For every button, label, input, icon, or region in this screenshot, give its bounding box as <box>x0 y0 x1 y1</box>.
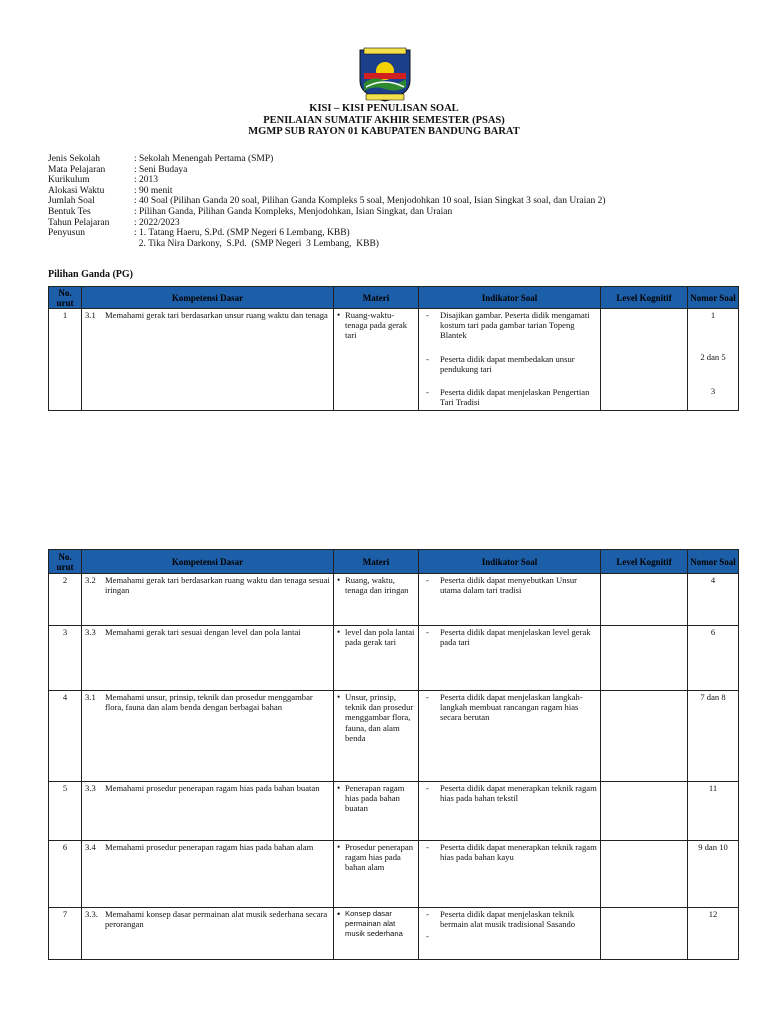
col-no: No. urut <box>49 287 82 309</box>
cell-indikator: - Disajikan gambar. Peserta didik mengamati kostum tari pada gambar tarian Topeng Blantek - Peserta didik dapat membedakan unsur pendukung tari - Peserta didik dapat menjelaskan Pengertian Tari Tradisi <box>419 309 601 411</box>
cell-level <box>601 782 688 841</box>
info-row: Mata Pelajaran : Seni Budaya <box>48 164 188 175</box>
cell-materi: • Penerapan ragam hias pada bahan buatan <box>334 782 419 841</box>
table-row <box>49 309 739 411</box>
doc-title-line2: PENILAIAN SUMATIF AKHIR SEMESTER (PSAS) <box>263 115 505 126</box>
cell-no: 6 <box>49 841 82 908</box>
cell-nomor: 1 2 dan 5 3 <box>688 309 739 411</box>
cell-materi: • Ruang, waktu, tenaga dan iringan <box>334 574 419 626</box>
info-row: Bentuk Tes : Pilihan Ganda, Pilihan Ganda Kompleks, Menjodohkan, Isian Singkat, dan Uraian <box>48 206 453 217</box>
info-row: Penyusun : 1. Tatang Haeru, S.Pd. (SMP Negeri 6 Lembang, KBB) <box>48 228 350 239</box>
cell-nomor: 12 <box>688 908 739 960</box>
col-no: No. urut <box>49 550 82 574</box>
col-indikator: Indikator Soal <box>419 287 601 309</box>
table-row <box>49 908 739 960</box>
table-header-row <box>49 550 739 574</box>
table-row <box>49 574 739 626</box>
table-row <box>49 626 739 691</box>
cell-level <box>601 841 688 908</box>
doc-title-line1: KISI – KISI PENULISAN SOAL <box>309 103 459 114</box>
doc-title-line3: MGMP SUB RAYON 01 KABUPATEN BANDUNG BARAT <box>248 126 520 137</box>
kisi-table-1 <box>48 286 739 411</box>
cell-kd: 3.1 Memahami gerak tari berdasarkan unsur ruang waktu dan tenaga <box>82 309 334 411</box>
cell-materi: • Unsur, prinsip, teknik dan prosedur menggambar flora, fauna, dan alam benda <box>334 691 419 782</box>
table-row <box>49 841 739 908</box>
col-kd: Kompetensi Dasar <box>82 287 334 309</box>
cell-level <box>601 626 688 691</box>
col-materi: Materi <box>334 550 419 574</box>
cell-kd: 3.3. Memahami konsep dasar permainan alat musik sederhana secara perorangan <box>82 908 334 960</box>
col-nomor: Nomor Soal <box>688 550 739 574</box>
info-row: Kurikulum : 2013 <box>48 175 159 186</box>
cell-materi: • level dan pola lantai pada gerak tari <box>334 626 419 691</box>
cell-nomor: 6 <box>688 626 739 691</box>
cell-materi: • Ruang-waktu-tenaga pada gerak tari <box>334 309 419 411</box>
cell-materi: • Prosedur penerapan ragam hias pada bahan alam <box>334 841 419 908</box>
cell-indikator: - Peserta didik dapat menjelaskan level gerak pada tari <box>419 626 601 691</box>
cell-kd: 3.1 Memahami unsur, prinsip, teknik dan prosedur menggambar flora, fauna dan alam benda dengan berbagai bahan <box>82 691 334 782</box>
table-row <box>49 782 739 841</box>
col-level: Level Kognitif <box>601 550 688 574</box>
cell-no: 3 <box>49 626 82 691</box>
info-row: 2. Tika Nira Darkony, S.Pd. (SMP Negeri 3 Lembang, KBB) <box>134 238 379 249</box>
cell-materi: • Konsep dasar permainan alat musik sederhana <box>334 908 419 960</box>
col-materi: Materi <box>334 287 419 309</box>
section-title: Pilihan Ganda (PG) <box>48 269 134 280</box>
cell-level <box>601 691 688 782</box>
cell-nomor: 4 <box>688 574 739 626</box>
cell-level <box>601 574 688 626</box>
info-row: Alokasi Waktu : 90 menit <box>48 185 173 196</box>
table-header-row <box>49 287 739 309</box>
info-block <box>48 154 606 249</box>
col-kd: Kompetensi Dasar <box>82 550 334 574</box>
col-nomor: Nomor Soal <box>688 287 739 309</box>
cell-no: 1 <box>49 309 82 411</box>
cell-indikator: - Peserta didik dapat menjelaskan teknik bermain alat musik tradisional Sasando - <box>419 908 601 960</box>
info-row: Tahun Pelajaran : 2022/2023 <box>48 217 180 228</box>
cell-level <box>601 908 688 960</box>
cell-no: 4 <box>49 691 82 782</box>
cell-indikator: - Peserta didik dapat menjelaskan langkah-langkah membuat rancangan ragam hias secara berutan <box>419 691 601 782</box>
cell-kd: 3.4 Memahami prosedur penerapan ragam hias pada bahan alam <box>82 841 334 908</box>
table-row <box>49 691 739 782</box>
cell-nomor: 7 dan 8 <box>688 691 739 782</box>
info-row: Jenis Sekolah : Sekolah Menengah Pertama (SMP) <box>48 154 274 164</box>
kisi-table-2 <box>48 549 739 960</box>
col-indikator: Indikator Soal <box>419 550 601 574</box>
cell-indikator: - Peserta didik dapat menerapkan teknik ragam hias pada bahan kayu <box>419 841 601 908</box>
info-row: Jumlah Soal : 40 Soal (Pilihan Ganda 20 soal, Pilihan Ganda Kompleks 5 soal, Menjodohkan 10 soal, Isian Singkat 3 soal, dan Uraian 2) <box>48 196 606 207</box>
bandung-barat-logo <box>356 47 414 103</box>
cell-no: 5 <box>49 782 82 841</box>
cell-nomor: 9 dan 10 <box>688 841 739 908</box>
cell-kd: 3.3 Memahami prosedur penerapan ragam hias pada bahan buatan <box>82 782 334 841</box>
cell-indikator: - Peserta didik dapat menerapkan teknik ragam hias pada bahan tekstil <box>419 782 601 841</box>
cell-no: 2 <box>49 574 82 626</box>
cell-indikator: - Peserta didik dapat menyebutkan Unsur utama dalam tari tradisi <box>419 574 601 626</box>
cell-kd: 3.3 Memahami gerak tari sesuai dengan level dan pola lantai <box>82 626 334 691</box>
cell-nomor: 11 <box>688 782 739 841</box>
cell-level <box>601 309 688 411</box>
cell-no: 7 <box>49 908 82 960</box>
cell-kd: 3.2 Memahami gerak tari berdasarkan ruang waktu dan tenaga sesuai iringan <box>82 574 334 626</box>
col-level: Level Kognitif <box>601 287 688 309</box>
